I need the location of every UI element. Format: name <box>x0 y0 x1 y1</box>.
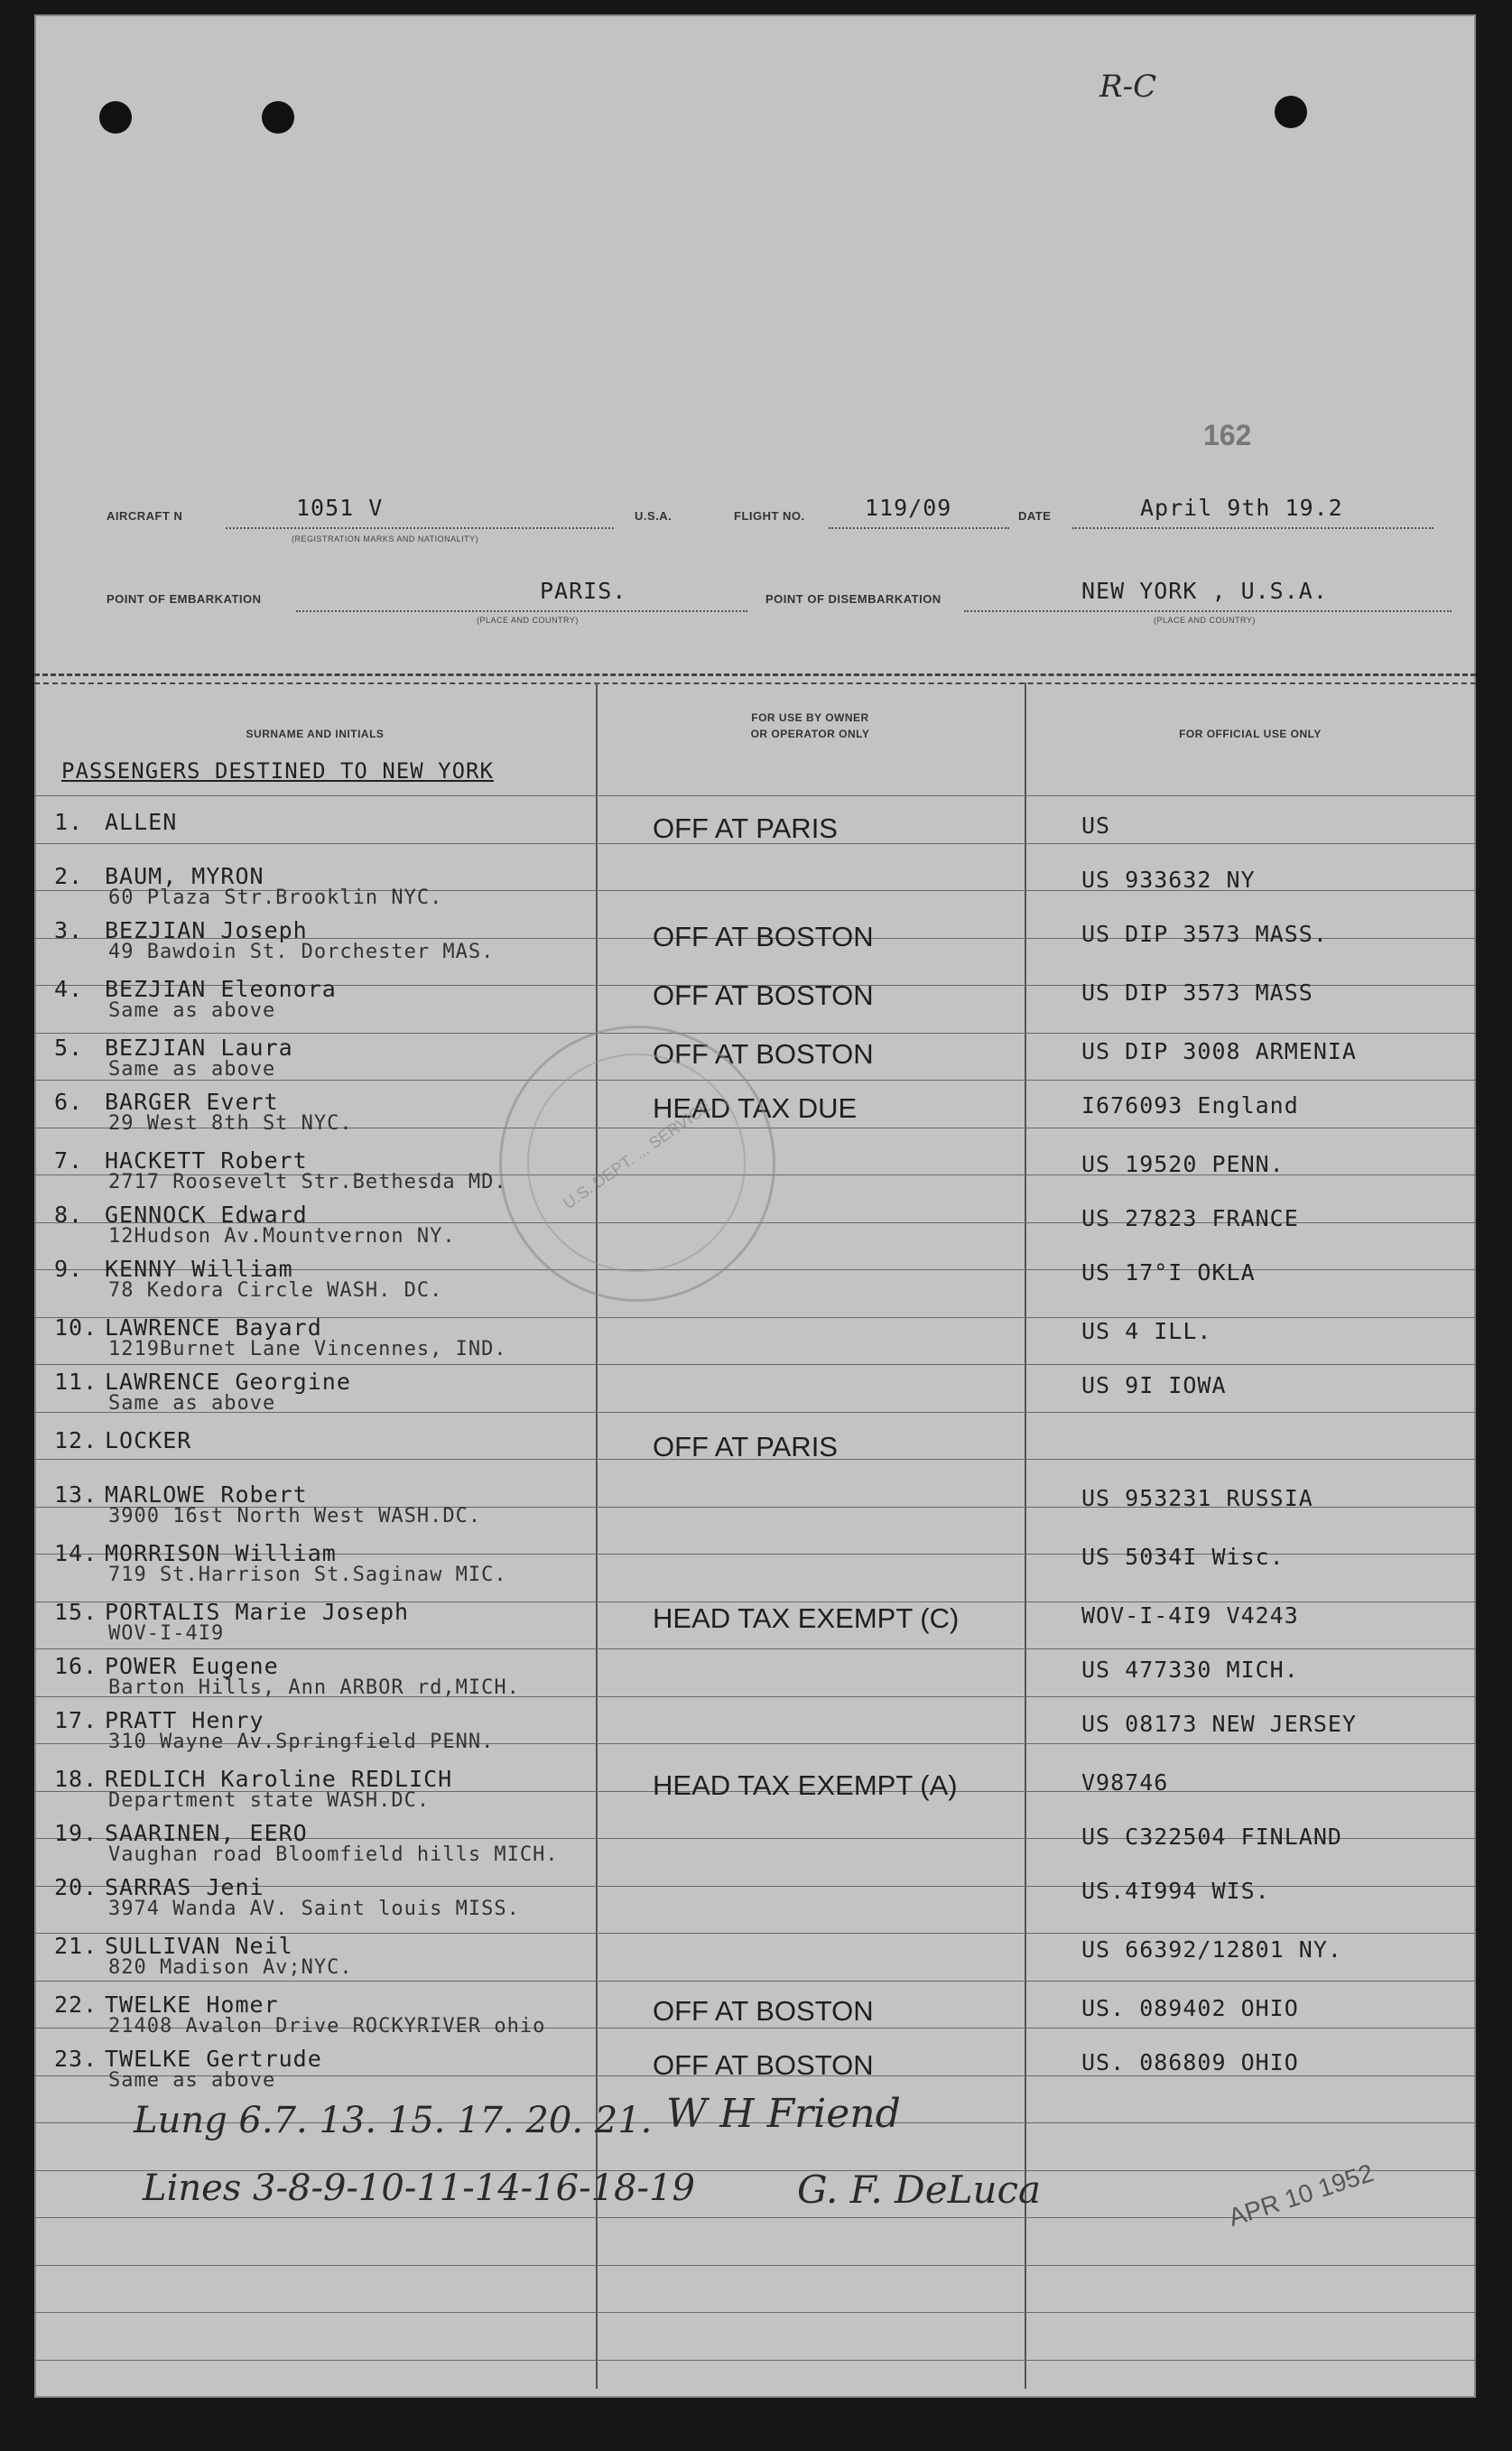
passenger-address: 3974 Wanda AV. Saint louis MISS. <box>108 1898 520 1920</box>
passenger-name: SARRAS Jeni <box>105 1874 264 1900</box>
aircraft-label: AIRCRAFT N <box>107 509 183 523</box>
official-entry: US. 089402 OHIO <box>1081 1995 1299 2021</box>
official-entry: US 953231 RUSSIA <box>1081 1485 1313 1511</box>
passenger-name: ALLEN <box>105 809 178 835</box>
official-entry: US DIP 3573 MASS. <box>1081 921 1328 947</box>
row-number: 1. <box>54 809 84 835</box>
passenger-address: WOV-I-4I9 <box>108 1622 225 1645</box>
passenger-name: BEZJIAN Laura <box>105 1035 293 1061</box>
passenger-address: 2717 Roosevelt Str.Bethesda MD. <box>108 1171 507 1193</box>
passenger-name: PORTALIS Marie Joseph <box>105 1599 410 1625</box>
passenger-address: Barton Hills, Ann ARBOR rd,MICH. <box>108 1676 520 1699</box>
passenger-name: TWELKE Homer <box>105 1991 279 2018</box>
corner-initial: R-C <box>1099 69 1157 105</box>
operator-note: HEAD TAX EXEMPT (C) <box>653 1602 960 1634</box>
disembark-value: NEW YORK , U.S.A. <box>1081 578 1328 604</box>
passenger-address: Same as above <box>108 1058 276 1081</box>
official-entry: US 933632 NY <box>1081 867 1256 893</box>
date-value: April 9th 19.2 <box>1140 495 1343 521</box>
table-row <box>34 1991 1476 2046</box>
operator-note: OFF AT BOSTON <box>653 979 874 1011</box>
row-number: 10. <box>54 1314 98 1341</box>
passenger-address: 78 Kedora Circle WASH. DC. <box>108 1279 443 1302</box>
operator-note: OFF AT BOSTON <box>653 921 874 952</box>
punch-hole-left-2 <box>262 101 294 134</box>
column-heading-official: FOR OFFICIAL USE ONLY <box>1179 728 1322 740</box>
table-row <box>34 1599 1476 1653</box>
official-entry: US 9I IOWA <box>1081 1372 1227 1398</box>
passenger-name: MARLOWE Robert <box>105 1481 308 1508</box>
official-entry: US. 086809 OHIO <box>1081 2049 1299 2075</box>
official-entry: I676093 England <box>1081 1092 1299 1119</box>
passenger-name: SAARINEN, EERO <box>105 1820 308 1846</box>
official-entry: US 08173 NEW JERSEY <box>1081 1711 1357 1737</box>
table-row <box>34 1314 1476 1369</box>
flight-value: 119/09 <box>865 495 952 521</box>
passenger-name: HACKETT Robert <box>105 1147 308 1174</box>
row-number: 11. <box>54 1369 98 1395</box>
header-rule-bottom <box>34 682 1476 684</box>
passenger-address: 1219Burnet Lane Vincennes, IND. <box>108 1338 507 1360</box>
disembark-line <box>964 610 1452 612</box>
passenger-name: PRATT Henry <box>105 1707 264 1733</box>
column-heading-surname: SURNAME AND INITIALS <box>246 728 385 740</box>
passenger-name: SULLIVAN Neil <box>105 1933 293 1959</box>
row-number: 4. <box>54 976 84 1002</box>
official-entry: US 27823 FRANCE <box>1081 1205 1299 1231</box>
table-row <box>34 917 1476 971</box>
row-number: 5. <box>54 1035 84 1061</box>
official-entry: US C322504 FINLAND <box>1081 1824 1342 1850</box>
table-row <box>34 1933 1476 1987</box>
official-entry: US DIP 3008 ARMENIA <box>1081 1038 1357 1064</box>
row-number: 23. <box>54 2046 98 2072</box>
official-entry: US 4 ILL. <box>1081 1318 1212 1344</box>
passenger-address: 310 Wayne Av.Springfield PENN. <box>108 1731 495 1753</box>
official-entry: US.4I994 WIS. <box>1081 1878 1270 1904</box>
table-row <box>34 1035 1476 1089</box>
official-entry: US 17°I OKLA <box>1081 1259 1256 1286</box>
row-number: 6. <box>54 1089 84 1115</box>
passenger-name: REDLICH Karoline REDLICH <box>105 1766 453 1792</box>
passenger-address: 49 Bawdoin St. Dorchester MAS. <box>108 941 495 963</box>
ruled-line <box>34 2312 1476 2313</box>
header-rule-top <box>34 673 1476 676</box>
row-number: 12. <box>54 1427 98 1453</box>
row-number: 3. <box>54 917 84 943</box>
passenger-name: TWELKE Gertrude <box>105 2046 322 2072</box>
official-entry: US 477330 MICH. <box>1081 1657 1299 1683</box>
operator-note: HEAD TAX DUE <box>653 1092 858 1124</box>
passenger-name: MORRISON William <box>105 1540 337 1566</box>
embark-value: PARIS. <box>540 578 627 604</box>
official-entry: US 66392/12801 NY. <box>1081 1936 1342 1963</box>
official-entry: US DIP 3573 MASS <box>1081 979 1313 1006</box>
circular-seal <box>499 1026 775 1302</box>
official-entry: WOV-I-4I9 V4243 <box>1081 1602 1299 1629</box>
operator-note: HEAD TAX EXEMPT (A) <box>653 1769 958 1801</box>
passenger-address: Same as above <box>108 1392 276 1415</box>
operator-note: OFF AT BOSTON <box>653 2049 874 2081</box>
passenger-address: Department state WASH.DC. <box>108 1789 431 1812</box>
row-number: 15. <box>54 1599 98 1625</box>
passenger-address: 3900 16st North West WASH.DC. <box>108 1505 482 1527</box>
passenger-name: BARGER Evert <box>105 1089 279 1115</box>
row-number: 9. <box>54 1256 84 1282</box>
operator-note: OFF AT PARIS <box>653 812 838 844</box>
aircraft-value: 1051 V <box>296 495 384 521</box>
official-entry: US <box>1081 812 1111 839</box>
passenger-name: GENNOCK Edward <box>105 1202 308 1228</box>
table-row <box>34 1540 1476 1594</box>
passenger-address: 60 Plaza Str.Brooklin NYC. <box>108 887 443 909</box>
passenger-address: 719 St.Harrison St.Saginaw MIC. <box>108 1564 507 1586</box>
seal-text: U.S. DEPT. ... SERVICE <box>560 1097 715 1213</box>
row-number: 20. <box>54 1874 98 1900</box>
official-entry: V98746 <box>1081 1769 1169 1796</box>
official-entry: US 5034I Wisc. <box>1081 1544 1285 1570</box>
row-number: 21. <box>54 1933 98 1959</box>
table-row <box>34 809 1476 863</box>
embark-caption: (PLACE AND COUNTRY) <box>477 616 579 625</box>
row-number: 7. <box>54 1147 84 1174</box>
passenger-name: BAUM, MYRON <box>105 863 264 889</box>
table-row <box>34 1369 1476 1423</box>
table-row <box>34 1427 1476 1481</box>
row-number: 2. <box>54 863 84 889</box>
table-row <box>34 1707 1476 1761</box>
date-line <box>1072 527 1433 529</box>
punch-hole-left-1 <box>99 101 132 134</box>
row-number: 14. <box>54 1540 98 1566</box>
passenger-name: LAWRENCE Bayard <box>105 1314 322 1341</box>
disembark-caption: (PLACE AND COUNTRY) <box>1154 616 1256 625</box>
ruled-line <box>34 2360 1476 2361</box>
passenger-name: BEZJIAN Joseph <box>105 917 308 943</box>
passenger-address: Same as above <box>108 999 276 1022</box>
passenger-name: LAWRENCE Georgine <box>105 1369 351 1395</box>
row-number: 8. <box>54 1202 84 1228</box>
row-number: 16. <box>54 1653 98 1679</box>
flight-line <box>829 527 1009 529</box>
signature-line-2: Lines 3-8-9-10-11-14-16-18-19 <box>143 2168 695 2209</box>
table-row <box>34 1766 1476 1820</box>
signature-1: W H Friend <box>666 2091 901 2137</box>
aircraft-line <box>226 527 614 529</box>
passenger-address: 21408 Avalon Drive ROCKYRIVER ohio <box>108 2015 546 2038</box>
ruled-line <box>34 2265 1476 2266</box>
nationality: U.S.A. <box>635 509 673 523</box>
row-number: 22. <box>54 1991 98 2018</box>
aircraft-caption: (REGISTRATION MARKS AND NATIONALITY) <box>292 534 479 543</box>
passenger-name: BEZJIAN Eleonora <box>105 976 337 1002</box>
punch-hole-right <box>1275 96 1307 128</box>
date-label: DATE <box>1018 509 1052 523</box>
row-number: 18. <box>54 1766 98 1792</box>
row-number: 19. <box>54 1820 98 1846</box>
embark-line <box>296 610 747 612</box>
operator-note: OFF AT BOSTON <box>653 1038 874 1070</box>
page-number: 162 <box>1203 419 1252 451</box>
table-row <box>34 1874 1476 1928</box>
disembark-label: POINT OF DISEMBARKATION <box>765 592 942 606</box>
passenger-name: LOCKER <box>105 1427 192 1453</box>
passenger-name: POWER Eugene <box>105 1653 279 1679</box>
signature-2: G. F. DeLuca <box>797 2168 1042 2212</box>
section-title: PASSENGERS DESTINED TO NEW YORK <box>61 758 494 784</box>
operator-note: OFF AT BOSTON <box>653 1995 874 2027</box>
passenger-address: Vaughan road Bloomfield hills MICH. <box>108 1843 559 1866</box>
ruled-line <box>34 795 1476 796</box>
ruled-line <box>34 1033 1476 1034</box>
table-row <box>34 863 1476 917</box>
row-number: 13. <box>54 1481 98 1508</box>
date-stamp: APR 10 1952 <box>1225 2159 1377 2233</box>
flight-label: FLIGHT NO. <box>734 509 805 523</box>
table-row <box>34 1820 1476 1874</box>
column-heading-operator-2: OR OPERATOR ONLY <box>750 728 870 740</box>
row-number: 17. <box>54 1707 98 1733</box>
passenger-address: 29 West 8th St NYC. <box>108 1112 353 1135</box>
column-heading-operator-1: FOR USE BY OWNER <box>751 711 869 724</box>
embark-label: POINT OF EMBARKATION <box>107 592 262 606</box>
table-row <box>34 1481 1476 1536</box>
passenger-address: 820 Madison Av;NYC. <box>108 1956 353 1979</box>
passenger-address: 12Hudson Av.Mountvernon NY. <box>108 1225 456 1248</box>
table-row <box>34 1256 1476 1310</box>
table-row <box>34 1653 1476 1707</box>
manifest-sheet <box>34 14 1476 2398</box>
signature-line-1: Lung 6.7. 13. 15. 17. 20. 21. <box>134 2100 653 2141</box>
passenger-address: Same as above <box>108 2069 276 2092</box>
table-row <box>34 976 1476 1030</box>
operator-note: OFF AT PARIS <box>653 1431 838 1462</box>
official-entry: US 19520 PENN. <box>1081 1151 1285 1177</box>
passenger-name: KENNY William <box>105 1256 293 1282</box>
